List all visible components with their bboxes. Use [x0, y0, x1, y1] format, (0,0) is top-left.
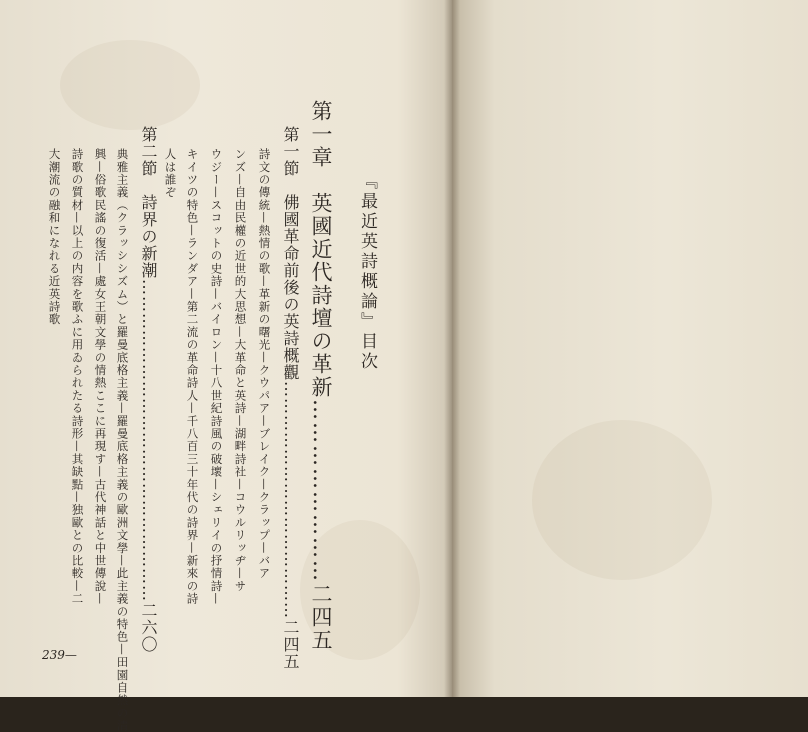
section-2-line: 大潮流の融和になれる近英詩歌: [47, 148, 62, 326]
paper-stain: [60, 40, 200, 130]
book-title: 『最近英詩概論』目次: [357, 172, 377, 372]
section-2-line: 典雅主義（クラッシシズム）と羅曼底格主義—羅曼底格主義の歐洲文學—此主義の特色—田園自然の清: [115, 148, 130, 732]
section-2-line: 興—俗歌民謠の復活—處女王朝文學の情熱ここに再現す—古代神話と中世傳說—: [93, 148, 108, 606]
page-number: 239—: [42, 648, 77, 662]
section-2-heading: 第二節 詩界の新潮…………………………………………………二六〇: [139, 126, 158, 653]
paper-stain: [532, 420, 712, 580]
book-gutter: [444, 0, 460, 697]
section-2-line: 詩歌の質材—以上の内容を歌ふに用ゐられたる詩形—其缺點—独歐との比較—二: [70, 148, 85, 606]
section-1-line: キイツの特色—ランダア—第二流の革命詩人—千八百三十年代の詩界—新來の詩: [185, 148, 200, 606]
section-1-heading: 第一節 佛國革命前後の英詩概觀……………………………………二四五: [281, 126, 300, 670]
right-page: [452, 0, 808, 697]
section-1-line: ンズ—自由民權の近世的大思想—大革命と英詩—湖畔詩社—コウルリッヂ—サ: [233, 148, 248, 593]
section-1-line: 人は誰ぞ: [163, 148, 178, 199]
section-1-line: ウジー—スコットの史詩—バイロン—十八世紀詩風の破壞—シェリイの抒情詩—: [209, 148, 224, 606]
chapter-heading: 第一章 英國近代詩壇の革新……………………二四五: [309, 100, 333, 652]
section-1-line: 詩文の傳統—熱情の歌—革新の曙光—クウパア—ブレイク—クラップ—バア: [257, 148, 272, 580]
